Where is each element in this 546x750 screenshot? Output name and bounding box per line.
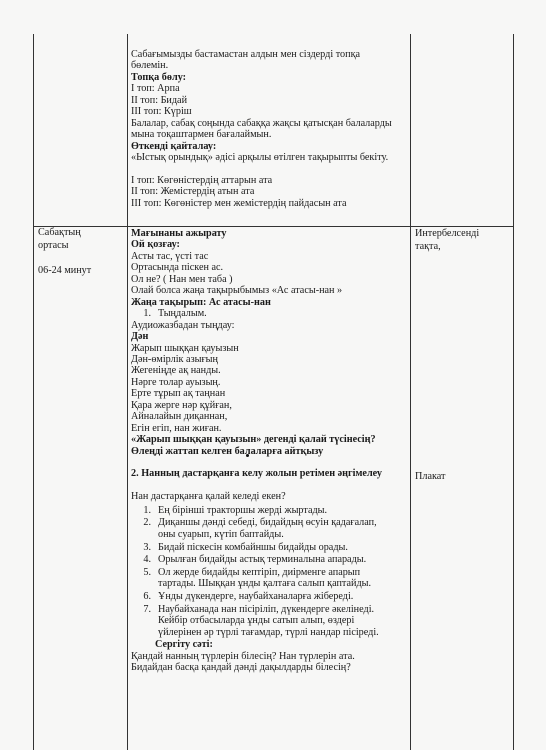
text-line: Ол не? ( Нан мен таба ) <box>131 273 233 285</box>
text-line: Нәрге толар ауызың. <box>131 376 221 388</box>
text-line: Қара жерге нәр құйған, <box>131 399 232 411</box>
list-number: 2. <box>143 517 151 529</box>
section-heading: Ой қозғау: <box>131 239 180 251</box>
stage-label: 06-24 минут <box>38 264 92 276</box>
list-number: 1. <box>143 308 151 320</box>
text-line: Айналайын диқаннан, <box>131 411 228 423</box>
table-left-border <box>33 34 34 750</box>
resource-label: тақта, <box>415 240 441 252</box>
text-line: Сабағымызды бастамастан алдын мен сіздерді топқа <box>131 49 361 60</box>
text-line: I топ: Көгөністердің аттарын ата <box>131 174 273 186</box>
text-line: Жегеніңде ақ нанды. <box>131 365 221 377</box>
list-number: 5. <box>143 566 151 578</box>
table-column-divider-1 <box>127 34 128 750</box>
list-item: үйлерінен әр түрлі тағамдар, түрлі нандар пісіреді. <box>158 626 379 638</box>
text-line: III топ: Көгөністер мен жемістердің пайдасын ата <box>131 197 347 209</box>
list-item: Ұнды дүкендерге, наубайханаларға жібереді. <box>158 590 354 602</box>
list-item: Бидай піскесін комбайншы бидайды орады. <box>158 541 348 553</box>
text-line: Дән-өмірлік азығың <box>131 353 218 365</box>
list-item: Наубайханада нан пісіріліп, дүкендерге әкелінеді. <box>158 603 375 615</box>
list-number: 6. <box>143 590 151 602</box>
section-heading: Өткенді қайталау: <box>131 140 217 152</box>
text-line: III топ: Күріш <box>131 106 192 118</box>
stage-label: ортасы <box>38 239 69 251</box>
text-line: Асты тас, үсті тас <box>131 250 209 262</box>
text-line: II топ: Бидай <box>131 94 188 106</box>
section-heading: «Жарып шыққан қауызын» дегенді қалай түсінесің? <box>131 434 376 446</box>
text-line: Қандай нанның түрлерін білесің? Нан түрлерін ата. <box>131 650 355 662</box>
text-line: Жарып шыққан қауызын <box>131 342 239 354</box>
text-line: Ортасында піскен ас. <box>131 262 224 274</box>
list-number: 4. <box>143 554 151 566</box>
text-line: Балалар, сабақ соңында сабаққа жақсы қатысқан балаларды <box>131 117 392 129</box>
text-line: II топ: Жемістердің атын ата <box>131 186 255 198</box>
text-line: Ерте тұрып ақ таңнан <box>131 388 226 400</box>
text-line: Олай болса жаңа тақырыбымыз «Ас атасы-нан » <box>131 285 343 297</box>
table-column-divider-2 <box>410 34 411 750</box>
resource-label: Интербелсенді <box>415 228 480 239</box>
text-line: Егін егіп, нан жиған. <box>131 422 222 434</box>
list-item: Орылған бидайды астық терминалына апарады. <box>158 554 367 566</box>
table-right-border <box>513 34 514 750</box>
section-heading: Мағынаны ажырату <box>131 228 227 239</box>
section-heading: Өлеңді жаттап келген балаларға айтқызу <box>131 445 324 457</box>
resource-poster: Плакат <box>415 471 446 482</box>
section-heading: Сергіту сәті: <box>155 639 213 651</box>
list-item: Ол жерде бидайды кептіріп, диірменге апарып <box>158 566 361 578</box>
list-item: Тыңдалым. <box>158 308 207 320</box>
text-line: I топ: Арпа <box>131 83 180 95</box>
section-heading: Жаңа тақырып: Ас атасы-нан <box>131 296 271 308</box>
section-heading: Топқа бөлу: <box>131 71 187 83</box>
list-number: 7. <box>143 603 151 615</box>
text-line: «Ыстық орындық» әдісі арқылы өтілген тақырыпты бекіту. <box>131 152 389 164</box>
list-item: Диқаншы дәнді себеді, бидайдың өсуін қадағалап, <box>158 517 377 529</box>
text-line: Аудиожазбадан тыңдау: <box>131 319 235 331</box>
list-item: оны суарып, күтіп баптайды. <box>158 528 284 540</box>
text-line: бөлемін. <box>131 60 169 72</box>
list-item: тартады. Шыққан ұнды қалтаға салып қаптайды. <box>158 578 372 590</box>
text-line: Нан дастарқанға қалай келеді екен? <box>131 491 286 503</box>
stage-label: Сабақтың <box>38 227 81 238</box>
section-heading: Дән <box>131 331 149 343</box>
table-row-divider <box>33 226 514 227</box>
text-line: мына тоқаштармен бағалаймын. <box>131 129 272 141</box>
text-line: Бидайдан басқа қандай дәнді дақылдарды білесің? <box>131 662 351 674</box>
list-item: Кейбір отбасыларда ұнды сатып алып, өздері <box>158 615 355 627</box>
list-number: 3. <box>143 541 151 553</box>
section-heading: 2. Нанның дастарқанға келу жолын ретімен әңгімелеу <box>131 468 383 480</box>
list-number: 1. <box>143 504 151 516</box>
list-item: Ең бірінші тракторшы жерді жыртады. <box>158 504 328 516</box>
